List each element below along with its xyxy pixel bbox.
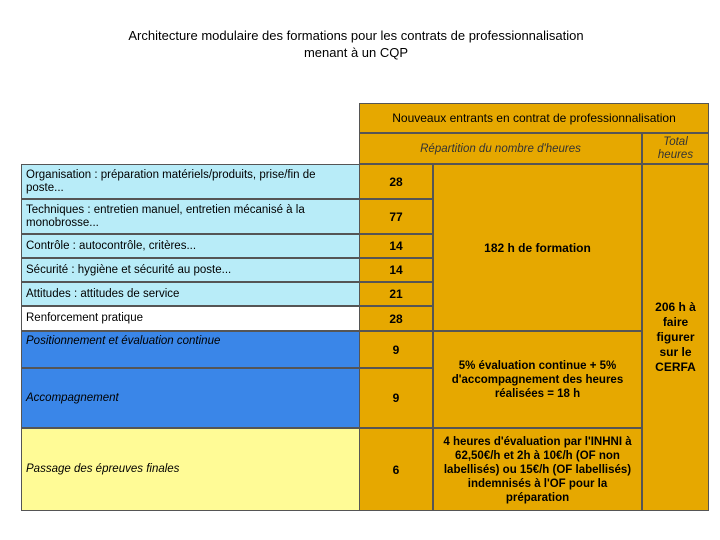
row-hours-positionnement: 9 xyxy=(359,331,433,368)
row-label-securite: Sécurité : hygiène et sécurité au poste... xyxy=(21,258,360,282)
row-label-epreuves: Passage des épreuves finales xyxy=(21,428,360,511)
row-hours-attitudes: 21 xyxy=(359,282,433,306)
header-main: Nouveaux entrants en contrat de professionnalisation xyxy=(359,103,709,133)
page-title xyxy=(0,27,712,61)
title-line-2: menant à un CQP xyxy=(303,45,409,60)
note-total-cerfa: 206 h à faire figurer sur le CERFA xyxy=(642,164,709,511)
row-hours-organisation: 28 xyxy=(359,164,433,199)
row-label-accompagnement: Accompagnement xyxy=(21,368,360,428)
header-repartition: Répartition du nombre d'heures xyxy=(359,133,642,164)
row-hours-accompagnement: 9 xyxy=(359,368,433,428)
row-label-controle: Contrôle : autocontrôle, critères... xyxy=(21,234,360,258)
row-hours-renforcement: 28 xyxy=(359,306,433,331)
row-hours-epreuves: 6 xyxy=(359,428,433,511)
row-label-renforcement: Renforcement pratique xyxy=(21,306,360,331)
row-hours-techniques: 77 xyxy=(359,199,433,234)
header-total: Total heures xyxy=(642,133,709,164)
note-evaluation: 5% évaluation continue + 5% d'accompagnement des heures réalisées = 18 h xyxy=(433,331,642,428)
row-hours-controle: 14 xyxy=(359,234,433,258)
row-label-positionnement: Positionnement et évaluation continue xyxy=(21,331,360,368)
row-label-techniques: Techniques : entretien manuel, entretien mécanisé à la monobrosse... xyxy=(21,199,360,234)
row-label-organisation: Organisation : préparation matériels/produits, prise/fin de poste... xyxy=(21,164,360,199)
note-formation: 182 h de formation xyxy=(433,164,642,331)
row-hours-securite: 14 xyxy=(359,258,433,282)
title-line-1: Architecture modulaire des formations pour les contrats de professionnalisation xyxy=(128,28,584,43)
note-epreuves: 4 heures d'évaluation par l'INHNI à 62,50€/h et 2h à 10€/h (OF non labellisés) ou 15€/h (OF labellisés) indemnisés à l'OF pour la préparation xyxy=(433,428,642,511)
row-label-attitudes: Attitudes : attitudes de service xyxy=(21,282,360,306)
